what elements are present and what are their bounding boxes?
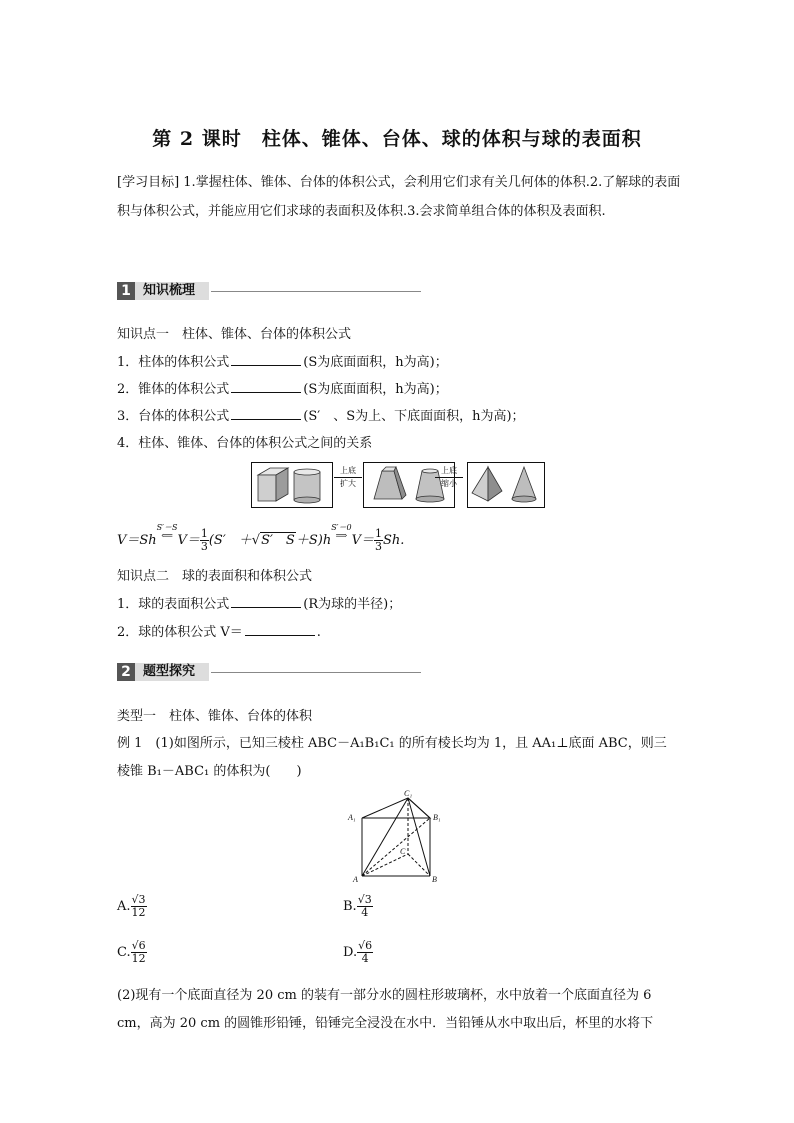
item-text: (S为底面面积，h为高)； [303,382,448,397]
kp2-item-1 [117,593,401,612]
item-text: 2．锥体的体积公式 [117,382,230,397]
denominator: 12 [131,952,146,965]
arrow-condition: S′＝S ⟸ [156,523,178,540]
fraction [357,894,373,919]
arrow-label: 缩小 [441,479,457,488]
item-text: . [316,625,321,640]
part2-line1: (2)现有一个底面直径为 20 cm 的装有一部分水的圆柱形玻璃杯，水中放着一个底面直径为 6 [117,988,652,1003]
example1-line1: 例 1 (1)如图所示，已知三棱柱 ABC－A₁B₁C₁ 的所有棱长均为 1，且 AA₁⊥底面 ABC，则三 [117,736,667,751]
prism-figure [344,788,448,884]
answer-blank [231,595,301,608]
numerator: √6 [358,939,373,952]
pyramid-box [467,462,545,508]
arrow-line [435,477,463,478]
fraction [131,940,147,965]
section-rule [211,672,421,673]
fraction [131,894,147,919]
vertex-label: C₁ [404,789,413,798]
section-header-2 [117,662,421,682]
kp2-item-2 [117,621,321,640]
pyramid-cone-icon [468,463,544,507]
option-d[interactable] [343,940,373,965]
example1-line2: 棱锥 B₁－ABC₁ 的体积为( ) [117,764,302,779]
option-letter: B. [343,899,357,914]
kp1-item-1 [117,351,448,370]
denominator: 4 [361,952,369,965]
item-text: 1．球的表面积公式 [117,597,230,612]
item-text: (S为底面面积，h为高)； [303,355,448,370]
option-letter: D. [343,945,358,960]
volume-relation-formula [117,524,404,553]
item-text: 3．台体的体积公式 [117,409,230,424]
vertex-label: B [432,875,437,884]
answer-blank [245,623,315,636]
answer-blank [231,353,301,366]
item-text: 2．球的体积公式 V＝ [117,625,243,640]
answer-blank [231,380,301,393]
formula-term: Sh. [382,533,405,548]
arrow-label: 扩大 [340,479,356,488]
formula-term: V＝ [177,533,200,548]
sqrt-icon: √ [251,533,261,548]
fraction [357,940,373,965]
numerator: 1 [374,527,382,540]
item-text: 1．柱体的体积公式 [117,355,230,370]
vertex-label: B₁ [433,813,441,822]
learning-goals [117,168,683,226]
solids-diagram [251,462,544,508]
option-c[interactable] [117,940,147,965]
kp1-heading: 知识点一 柱体、锥体、台体的体积公式 [117,327,352,342]
option-letter: A. [117,899,131,914]
formula-term: (S′ ＋ [208,533,252,548]
option-a[interactable] [117,894,147,919]
numerator: √3 [357,893,372,906]
numerator: √6 [131,939,146,952]
cube-cylinder-icon [252,463,332,507]
kp1-item-4: 4．柱体、锥体、台体的体积公式之间的关系 [117,436,373,451]
kp1-item-3 [117,405,525,424]
arrow-expand [334,466,362,489]
part2-line2: cm，高为 20 cm 的圆锥形铅锤，铅锤完全浸没在水中．当铅锤从水中取出后，杯里的水将下 [117,1016,654,1031]
fraction [374,528,383,553]
goals-label: [学习目标] [117,175,180,190]
vertex-label: A [353,875,358,884]
arrow-label: 上底 [441,466,457,475]
option-b[interactable] [343,894,373,919]
formula-term: ＋S)h [295,533,332,548]
option-letter: C. [117,945,131,960]
arrow-label: 上底 [340,466,356,475]
goals-text: 1.掌握柱体、锥体、台体的体积公式，会利用它们求有关几何体的体积.2.了解球的表面积与体积公式，并能应用它们求球的表面积及体积.3.会求简单组合体的体积及表面积. [117,175,681,219]
formula-term: V＝ [351,533,374,548]
numerator: 1 [200,527,208,540]
denominator: 3 [200,540,208,553]
denominator: 3 [374,540,382,553]
prism-box [251,462,333,508]
arrow-shrink [435,466,463,489]
section-rule [211,291,421,292]
numerator: √3 [131,893,146,906]
formula-term: V＝Sh [117,533,157,548]
condition-text: S′＝S [156,523,178,532]
sqrt-content: S′ S [261,533,295,548]
type1-heading: 类型一 柱体、锥体、台体的体积 [117,709,313,724]
section-label: 题型探究 [135,663,209,681]
page-title: 第 2 课时 柱体、锥体、台体、球的体积与球的表面积 [152,128,642,150]
section-header-1 [117,281,421,301]
condition-text: S′＝0 [331,523,352,532]
arrow-line [334,477,362,478]
section-label: 知识梳理 [135,282,209,300]
item-text: (R为球的半径)； [303,597,402,612]
answer-blank [231,407,301,420]
fraction [200,528,209,553]
kp1-item-2 [117,378,448,397]
denominator: 12 [131,906,146,919]
vertex-label: A₁ [348,813,356,822]
section-number: 1 [117,282,135,300]
arrow-condition: S′＝0 ⟹ [331,523,352,540]
item-text: (S′ 、S为上、下底面面积，h为高)； [303,409,525,424]
vertex-label: C [400,847,406,856]
kp2-heading: 知识点二 球的表面积和体积公式 [117,569,313,584]
denominator: 4 [361,906,369,919]
section-number: 2 [117,663,135,681]
